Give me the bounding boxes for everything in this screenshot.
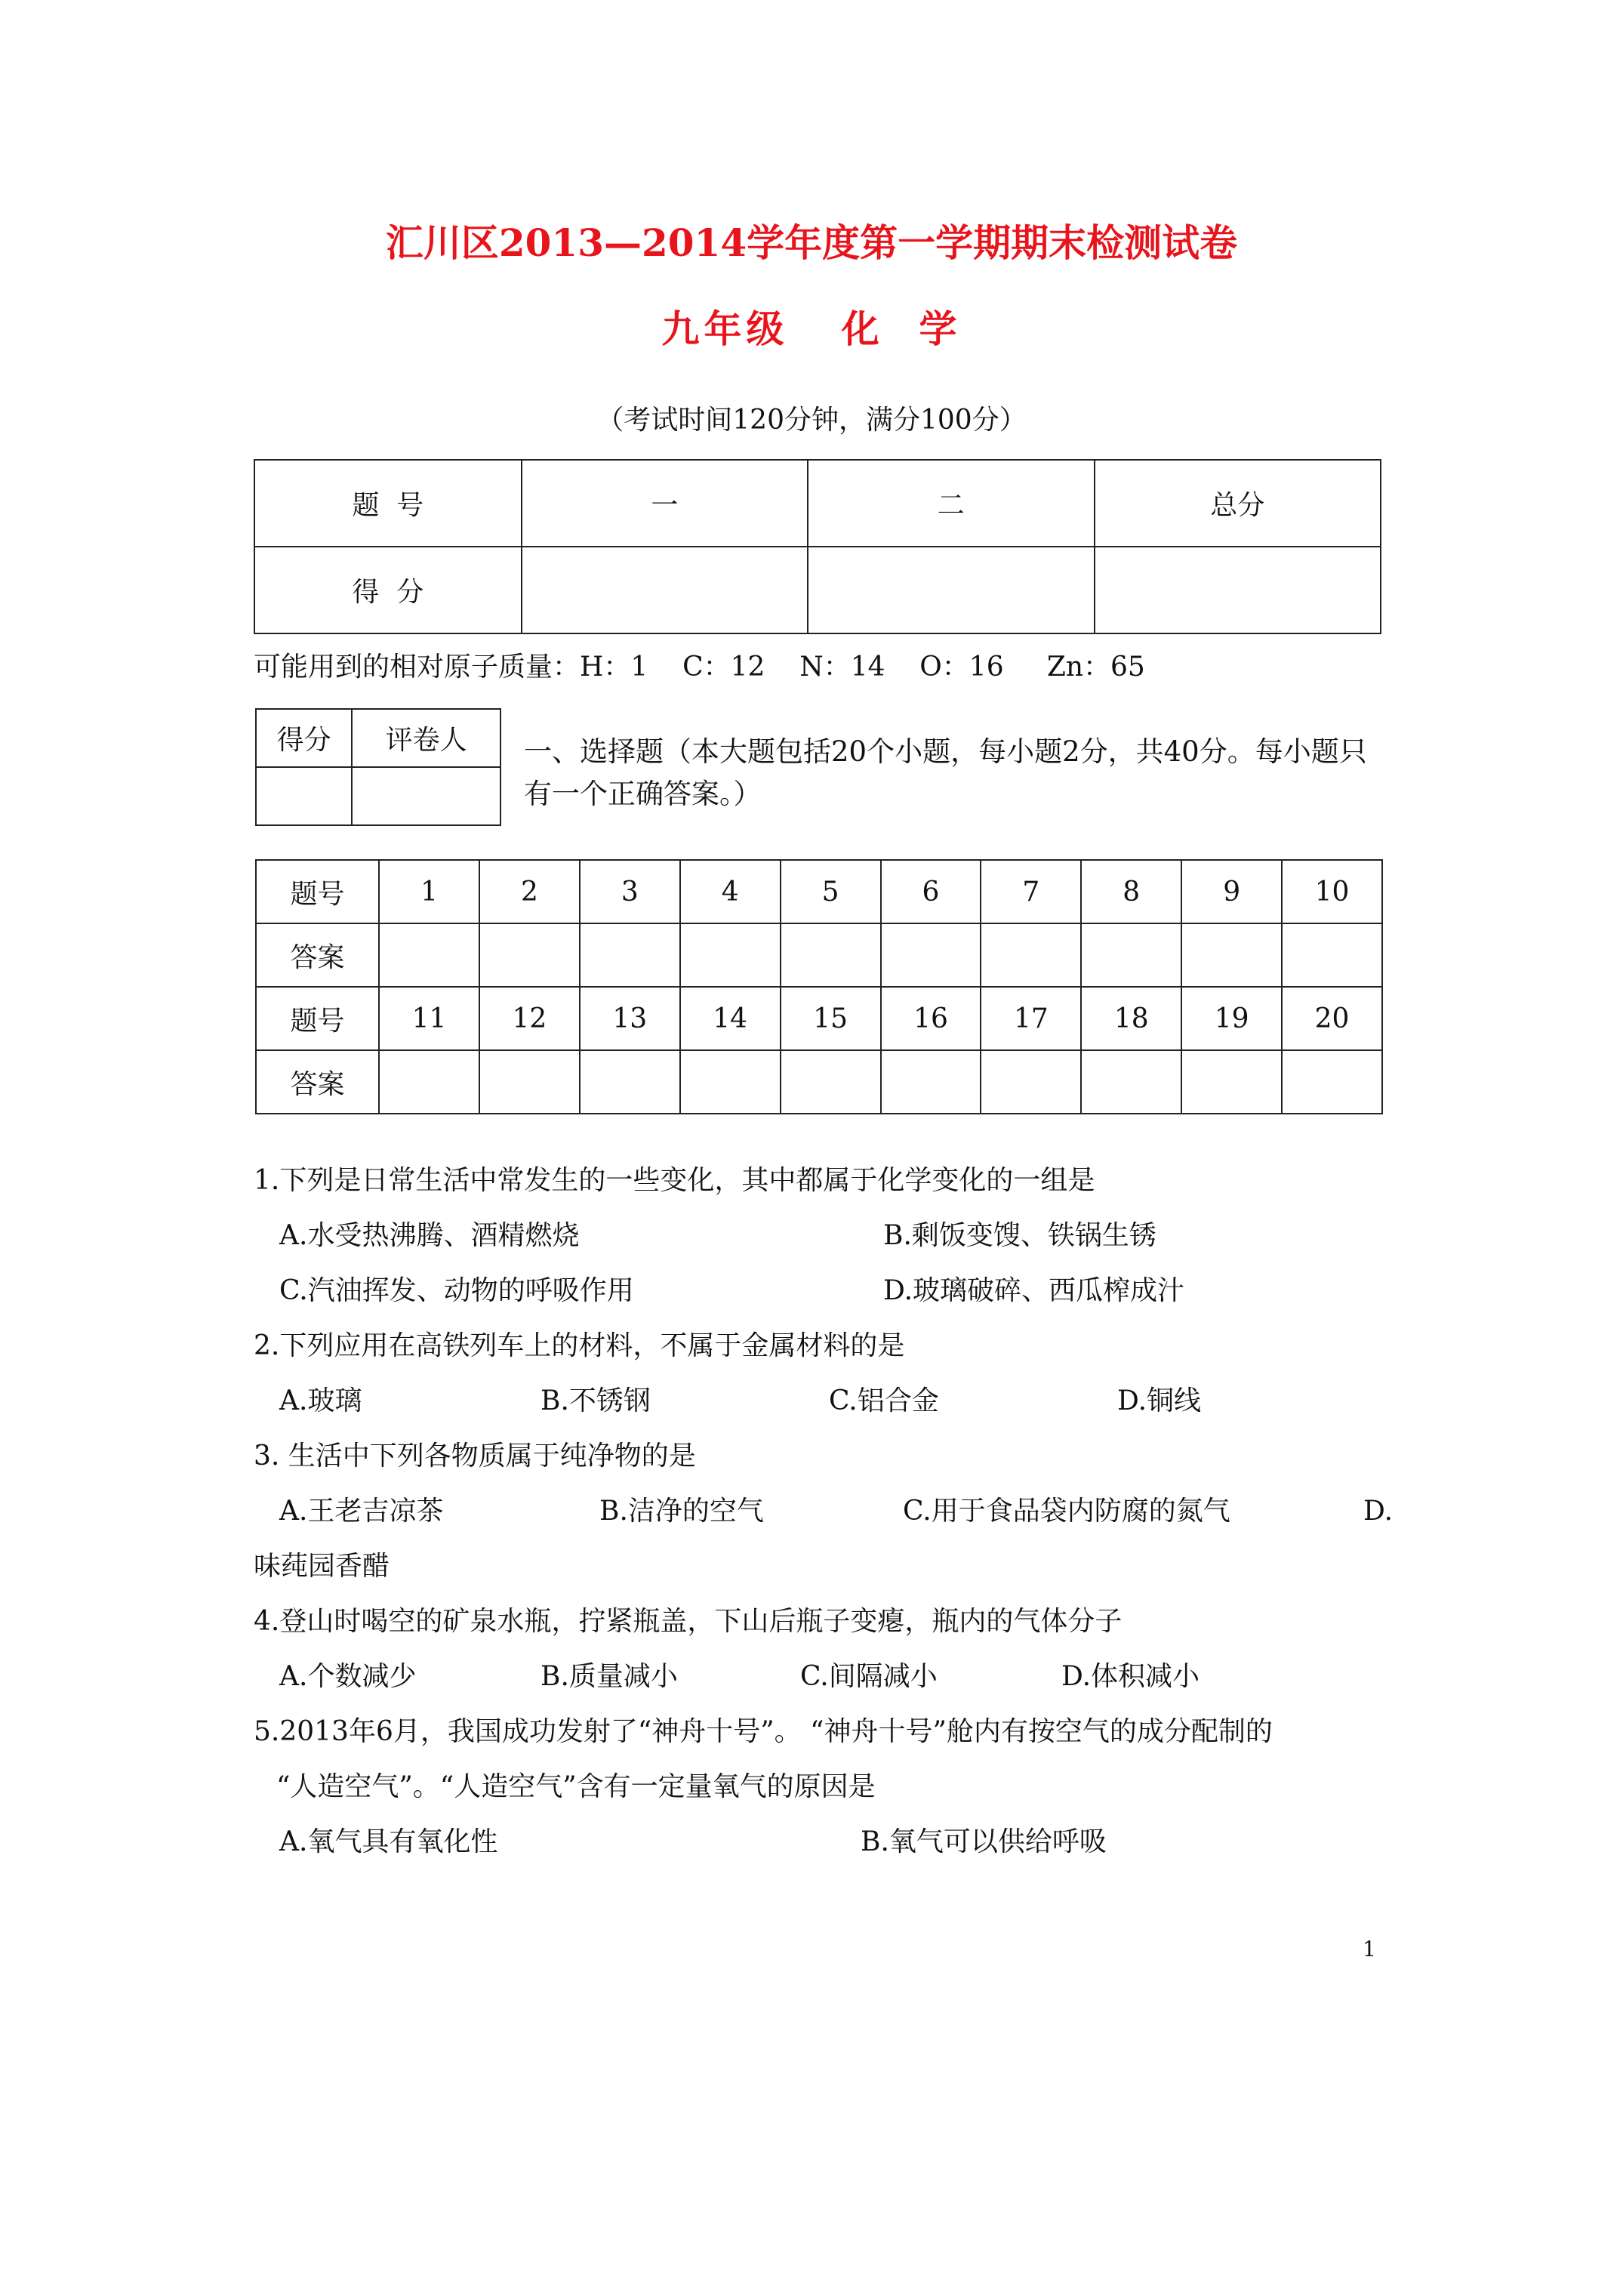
grader-name-label: 评卷人: [352, 709, 500, 767]
question-1-option-a: A.水受热沸腾、酒精燃烧: [279, 1220, 580, 1251]
answer-grid-number: 19: [1181, 987, 1282, 1050]
question-5-stem-continued: “人造空气”。“人造空气”含有一定量氧气的原因是: [276, 1771, 876, 1802]
exam-title: 汇川区2013—2014学年度第一学期期末检测试卷: [385, 220, 1238, 265]
score-header-cell: 一: [522, 460, 808, 547]
question-3-option-d: D.: [1363, 1496, 1394, 1527]
question-4-option-c: C.间隔减小: [800, 1661, 938, 1692]
answer-grid-number: 20: [1282, 987, 1382, 1050]
question-3-option-b: B.洁净的空气: [599, 1496, 764, 1527]
answer-grid-a-label: 答案: [256, 1050, 379, 1114]
answer-grid-answer-row: [256, 1050, 1382, 1114]
answer-grid-number: 12: [479, 987, 580, 1050]
grader-score-cell: [256, 767, 352, 825]
grader-box: [255, 708, 501, 826]
answer-grid-q-label: 题号: [256, 860, 379, 923]
answer-cell: [580, 923, 680, 987]
page-number: 1: [1363, 1937, 1376, 1962]
answer-grid-number: 13: [580, 987, 680, 1050]
answer-cell: [580, 1050, 680, 1114]
answer-grid-number: 14: [680, 987, 781, 1050]
question-4-option-b: B.质量减小: [540, 1661, 678, 1692]
score-table-row: [254, 460, 1381, 547]
score-cell: [522, 547, 808, 633]
answer-cell: [1181, 923, 1282, 987]
score-header-cell: 题 号: [254, 460, 522, 547]
question-3-stem: 3. 生活中下列各物质属于纯净物的是: [254, 1441, 696, 1472]
grader-name-cell: [352, 767, 500, 825]
answer-grid-q-label: 题号: [256, 987, 379, 1050]
score-header-cell: 二: [808, 460, 1094, 547]
answer-cell: [1282, 1050, 1382, 1114]
answer-grid-number: 9: [1181, 860, 1282, 923]
answer-cell: [379, 923, 479, 987]
answer-cell: [781, 1050, 881, 1114]
answer-grid-number: 3: [580, 860, 680, 923]
question-2-option-d: D.铜线: [1117, 1385, 1202, 1416]
question-2-stem: 2.下列应用在高铁列车上的材料，不属于金属材料的是: [254, 1330, 905, 1361]
score-table-row: [254, 547, 1381, 633]
answer-cell: [1081, 1050, 1181, 1114]
question-1-option-c: C.汽油挥发、动物的呼吸作用: [279, 1275, 634, 1306]
question-3-option-a: A.王老吉凉茶: [279, 1496, 444, 1527]
answer-cell: [680, 1050, 781, 1114]
answer-cell: [981, 923, 1081, 987]
answer-grid-number: 18: [1081, 987, 1181, 1050]
question-2-option-b: B.不锈钢: [540, 1385, 651, 1416]
section-heading: 一、选择题（本大题包括20个小题，每小题2分，共40分。每小题只有一个正确答案。）: [524, 735, 1367, 810]
answer-grid-number: 7: [981, 860, 1081, 923]
question-4-option-d: D.体积减小: [1061, 1661, 1200, 1692]
answer-grid-number: 15: [781, 987, 881, 1050]
question-4-stem: 4.登山时喝空的矿泉水瓶，拧紧瓶盖，下山后瓶子变瘪，瓶内的气体分子: [254, 1606, 1123, 1637]
answer-grid-number: 16: [881, 987, 981, 1050]
answer-grid: [255, 859, 1383, 1114]
question-1-stem: 1.下列是日常生活中常发生的一些变化，其中都属于化学变化的一组是: [254, 1165, 1095, 1196]
answer-grid-number-row: [256, 860, 1382, 923]
exam-subtitle: 九年级 化 学: [661, 307, 962, 351]
score-header-cell: 总分: [1095, 460, 1381, 547]
answer-grid-number: 2: [479, 860, 580, 923]
answer-grid-a-label: 答案: [256, 923, 379, 987]
question-1-option-d: D.玻璃破碎、西瓜榨成汁: [883, 1275, 1185, 1306]
answer-grid-answer-row: [256, 923, 1382, 987]
answer-cell: [479, 1050, 580, 1114]
answer-grid-number: 4: [680, 860, 781, 923]
answer-grid-number: 17: [981, 987, 1081, 1050]
answer-cell: [1282, 923, 1382, 987]
score-row-label: 得 分: [254, 547, 522, 633]
answer-cell: [680, 923, 781, 987]
question-2-option-a: A.玻璃: [279, 1385, 362, 1416]
answer-cell: [881, 923, 981, 987]
question-1-option-b: B.剩饭变馊、铁锅生锈: [883, 1220, 1156, 1251]
answer-grid-number: 10: [1282, 860, 1382, 923]
grader-score-label: 得分: [256, 709, 352, 767]
score-table: [254, 459, 1381, 634]
question-2-option-c: C.铝合金: [829, 1385, 939, 1416]
answer-cell: [881, 1050, 981, 1114]
question-3-option-c: C.用于食品袋内防腐的氮气: [903, 1496, 1230, 1527]
answer-cell: [479, 923, 580, 987]
answer-cell: [781, 923, 881, 987]
question-5-stem: 5.2013年6月，我国成功发射了“神舟十号”。 “神舟十号”舱内有按空气的成分配制的: [254, 1716, 1273, 1747]
question-5-option-b: B.氧气可以供给呼吸: [861, 1826, 1107, 1857]
answer-cell: [1181, 1050, 1282, 1114]
question-4-option-a: A.个数减少: [279, 1661, 417, 1692]
answer-grid-number: 5: [781, 860, 881, 923]
answer-grid-number: 6: [881, 860, 981, 923]
score-cell: [808, 547, 1094, 633]
answer-cell: [981, 1050, 1081, 1114]
answer-cell: [1081, 923, 1181, 987]
atomic-mass-note: 可能用到的相对原子质量：H：1 C：12 N：14 O：16 Zn：65: [254, 652, 1145, 683]
answer-grid-number: 8: [1081, 860, 1181, 923]
answer-grid-number: 11: [379, 987, 479, 1050]
exam-info: （考试时间120分钟，满分100分）: [596, 405, 1027, 436]
answer-grid-number: 1: [379, 860, 479, 923]
answer-cell: [379, 1050, 479, 1114]
question-5-option-a: A.氧气具有氧化性: [279, 1826, 498, 1857]
question-3-option-d-continued: 味莼园香醋: [254, 1551, 390, 1582]
score-cell: [1095, 547, 1381, 633]
answer-grid-number-row: [256, 987, 1382, 1050]
